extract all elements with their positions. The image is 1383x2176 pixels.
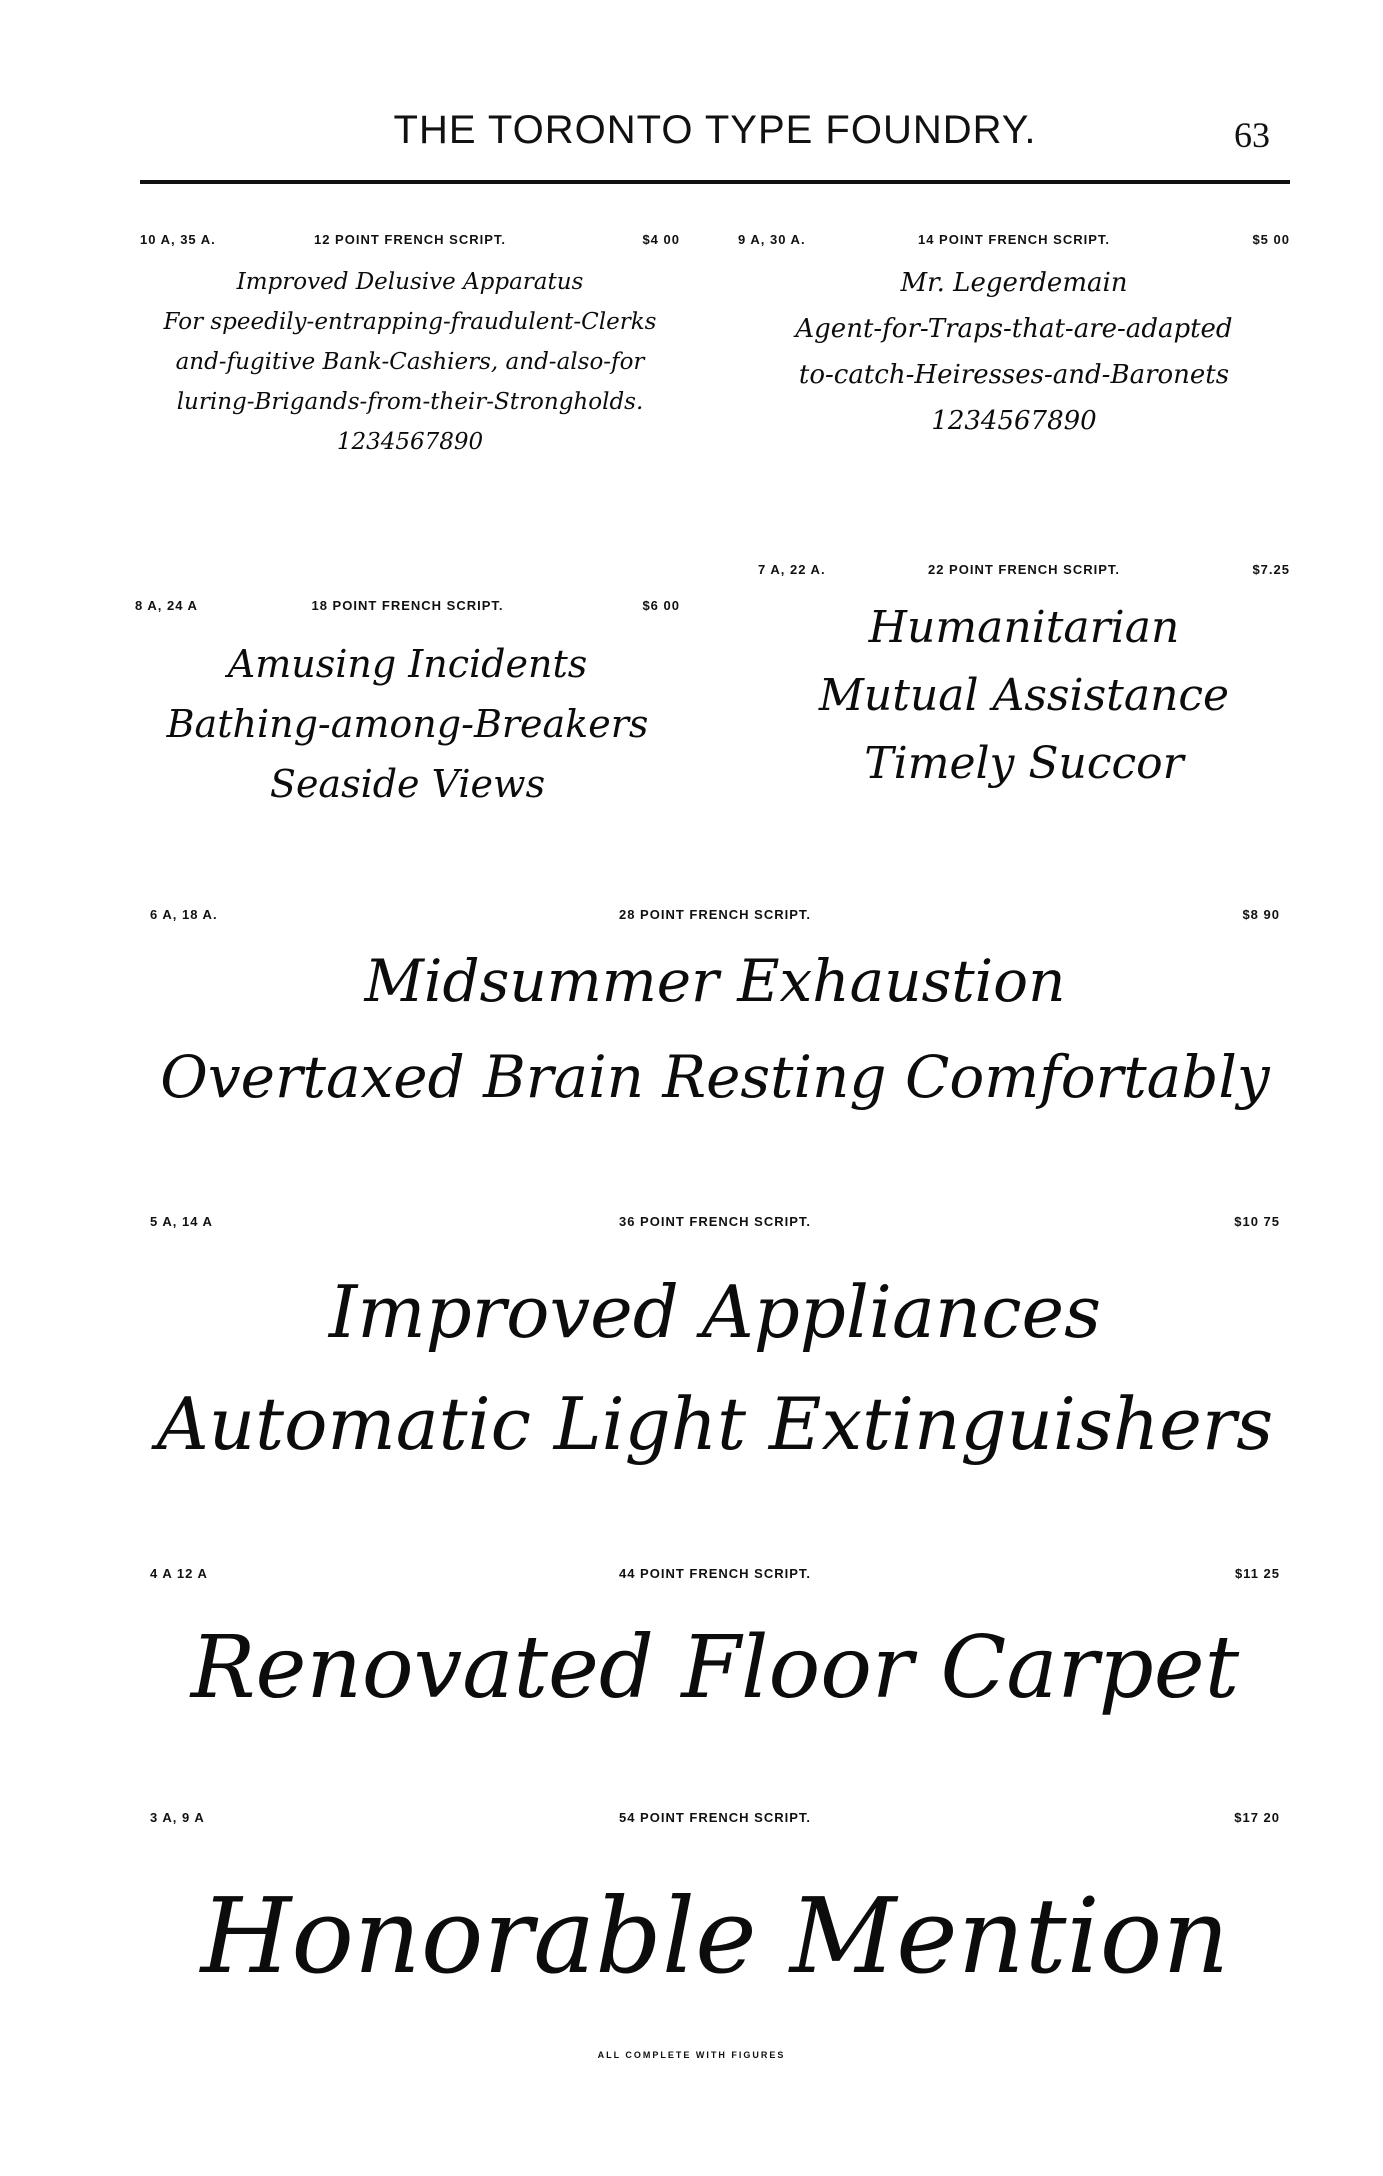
specimen-12pt (140, 232, 680, 462)
specimen-line: Amusing Incidents (227, 642, 588, 686)
specimen-spec-line (150, 1810, 1280, 1832)
page-title: THE TORONTO TYPE FOUNDRY. (393, 108, 1037, 152)
specimen-line: Agent-for-Traps-that-are-adapted (795, 314, 1233, 344)
specimen-spec-line (738, 232, 1290, 254)
page-number: 63 (1234, 115, 1270, 155)
specimen-line: luring-Brigands-from-their-Strongholds. (176, 389, 644, 415)
specimen-line: 1234567890 (336, 429, 484, 455)
specimen-54pt (150, 1810, 1280, 2006)
font-count: 8 A, 24 A (135, 598, 198, 613)
specimen-spec-line (150, 1566, 1280, 1588)
font-size-label: 14 POINT FRENCH SCRIPT. (917, 232, 1111, 247)
font-price: $11 25 (1234, 1566, 1280, 1581)
specimen-spec-line (140, 232, 680, 254)
font-size-label: 18 POINT FRENCH SCRIPT. (311, 598, 504, 613)
font-count: 4 A 12 A (150, 1566, 208, 1581)
specimen-line: Honorable Mention (200, 1875, 1230, 1997)
font-price: $10 75 (1234, 1214, 1280, 1229)
font-count: 6 A, 18 A. (150, 907, 218, 922)
footer-note: ALL COMPLETE WITH FIGURES (597, 2050, 786, 2060)
specimen-spec-line (150, 1214, 1280, 1236)
running-head (140, 108, 1290, 168)
font-count: 7 A, 22 A. (758, 562, 826, 577)
font-size-label: 28 POINT FRENCH SCRIPT. (618, 907, 812, 922)
font-size-label: 54 POINT FRENCH SCRIPT. (618, 1810, 812, 1825)
specimen-line: Humanitarian (868, 602, 1180, 653)
specimen-line: Mutual Assistance (818, 670, 1230, 721)
specimen-line: and-fugitive Bank-Cashiers, and-also-for (175, 349, 645, 375)
specimen-22pt (758, 562, 1290, 798)
font-price: $8 90 (1242, 907, 1280, 922)
specimen-spec-line (758, 562, 1290, 584)
specimen-line: Seaside Views (269, 762, 546, 806)
font-size-label: 22 POINT FRENCH SCRIPT. (927, 562, 1121, 577)
specimen-18pt (135, 598, 680, 814)
font-price: $7.25 (1252, 562, 1290, 577)
font-price: $6 00 (642, 598, 680, 613)
specimen-44pt (150, 1566, 1280, 1728)
specimen-line: to-catch-Heiresses-and-Baronets (798, 360, 1230, 390)
specimen-spec-line (135, 598, 680, 620)
specimen-spec-line (150, 907, 1280, 929)
font-count: 9 A, 30 A. (738, 232, 806, 247)
specimen-14pt (738, 232, 1290, 444)
font-price: $17 20 (1234, 1810, 1280, 1825)
specimen-line: Timely Succor (864, 738, 1184, 789)
specimen-line: Improved Appliances (328, 1270, 1102, 1354)
specimen-line: Automatic Light Extinguishers (156, 1382, 1274, 1466)
font-size-label: 44 POINT FRENCH SCRIPT. (618, 1566, 812, 1581)
specimen-line: 1234567890 (931, 406, 1097, 436)
specimen-line: Mr. Legerdemain (900, 268, 1128, 298)
font-size-label: 12 POINT FRENCH SCRIPT. (313, 232, 507, 247)
font-price: $4 00 (642, 232, 680, 247)
header-rule (140, 180, 1290, 184)
specimen-line: Renovated Floor Carpet (190, 1618, 1240, 1718)
specimen-line: Overtaxed Brain Resting Comfortably (160, 1043, 1270, 1111)
specimen-line: Midsummer Exhaustion (364, 947, 1066, 1015)
specimen-line: Improved Delusive Apparatus (236, 269, 584, 295)
font-count: 3 A, 9 A (150, 1810, 205, 1825)
specimen-line: Bathing-among-Breakers (166, 702, 649, 746)
specimen-line: For speedily-entrapping-fraudulent-Clerks (163, 309, 657, 335)
font-price: $5 00 (1252, 232, 1290, 247)
specimen-36pt (150, 1214, 1280, 1480)
font-count: 10 A, 35 A. (140, 232, 216, 247)
font-size-label: 36 POINT FRENCH SCRIPT. (618, 1214, 812, 1229)
specimen-28pt (150, 907, 1280, 1125)
font-count: 5 A, 14 A (150, 1214, 213, 1229)
